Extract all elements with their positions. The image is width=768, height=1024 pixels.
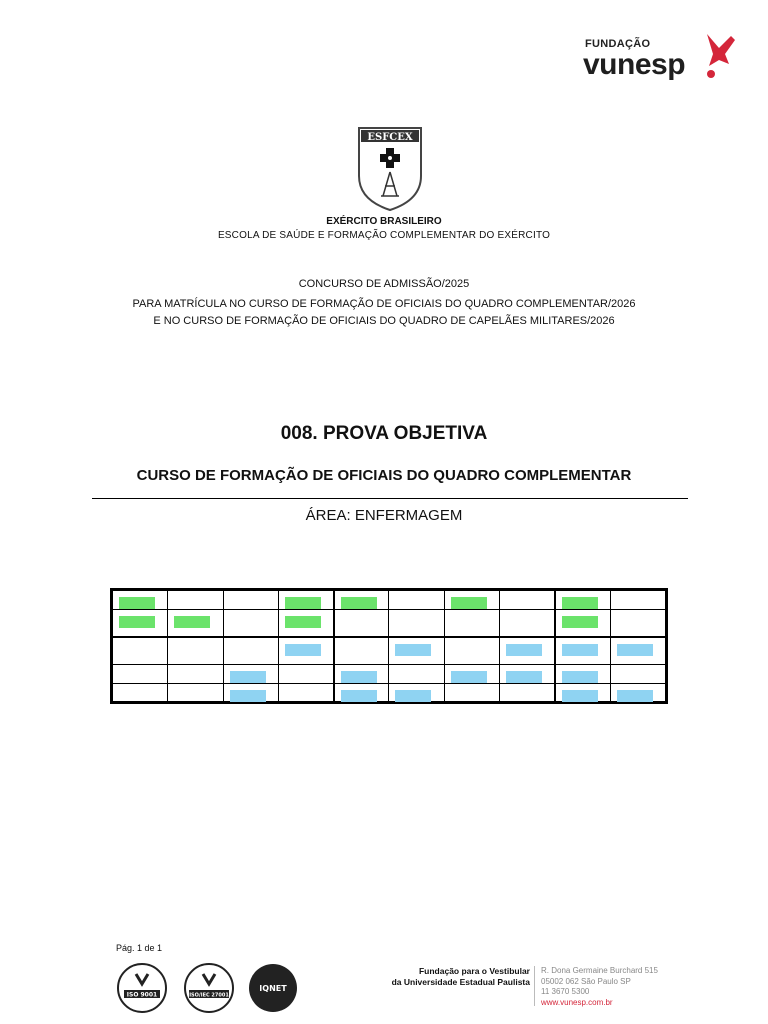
grid-row bbox=[113, 665, 666, 684]
grid-cell bbox=[444, 637, 499, 665]
grid-mark-blue bbox=[230, 690, 266, 702]
grid-cell bbox=[610, 609, 665, 637]
grid-cell bbox=[334, 609, 389, 637]
grid-cell bbox=[278, 665, 333, 684]
grid-cell bbox=[334, 683, 389, 702]
iso-27001-badge-icon bbox=[183, 962, 235, 1014]
footer-address-line-1: R. Dona Germaine Burchard 515 bbox=[541, 966, 658, 975]
grid-mark-blue bbox=[285, 644, 321, 656]
footer-divider bbox=[534, 966, 535, 1006]
footer-org-line-2: da Universidade Estadual Paulista bbox=[391, 977, 530, 987]
page-number: Pág. 1 de 1 bbox=[116, 943, 163, 953]
grid-mark-green bbox=[285, 597, 321, 609]
grid-cell bbox=[610, 665, 665, 684]
exam-line-3: E NO CURSO DE FORMAÇÃO DE OFICIAIS DO QUADRO DE CAPELÃES MILITARES/2026 bbox=[153, 315, 615, 327]
vunesp-logo bbox=[583, 30, 743, 90]
grid-mark-blue bbox=[562, 644, 598, 656]
grid-mark-blue bbox=[506, 671, 542, 683]
grid-row bbox=[113, 591, 666, 610]
footer-address bbox=[541, 966, 658, 1008]
cert-2-label: ISO/IEC 27001 bbox=[189, 992, 229, 999]
iso-9001-badge-icon bbox=[116, 962, 168, 1014]
exam-line-2: PARA MATRÍCULA NO CURSO DE FORMAÇÃO DE OFICIAIS DO QUADRO COMPLEMENTAR/2026 bbox=[132, 298, 636, 310]
grid-mark-green bbox=[119, 616, 155, 628]
grid-cell bbox=[278, 591, 333, 610]
grid-mark-green bbox=[285, 616, 321, 628]
grid-cell bbox=[168, 591, 223, 610]
grid-cell bbox=[168, 665, 223, 684]
grid-mark-blue bbox=[395, 644, 431, 656]
grid-cell bbox=[113, 637, 168, 665]
grid-cell bbox=[555, 665, 610, 684]
grid-cell bbox=[500, 665, 555, 684]
grid-cell bbox=[113, 609, 168, 637]
grid-cell bbox=[113, 591, 168, 610]
logo-small-text: FUNDAÇÃO bbox=[585, 38, 651, 50]
grid-cell bbox=[223, 591, 278, 610]
grid-cell bbox=[389, 683, 444, 702]
grid-cell bbox=[555, 683, 610, 702]
grid-mark-blue bbox=[395, 690, 431, 702]
grid-cell bbox=[500, 637, 555, 665]
grid-cell bbox=[500, 683, 555, 702]
grid-cell bbox=[555, 609, 610, 637]
org-line-1: EXÉRCITO BRASILEIRO bbox=[326, 216, 442, 227]
grid-mark-green bbox=[562, 597, 598, 609]
iqnet-badge-icon bbox=[247, 962, 299, 1014]
footer-address-line-2: 05002 062 São Paulo SP bbox=[541, 976, 631, 986]
grid-mark-blue bbox=[562, 690, 598, 702]
grid-cell bbox=[223, 683, 278, 702]
exam-line-1: CONCURSO DE ADMISSÃO/2025 bbox=[298, 278, 470, 290]
grid-cell bbox=[444, 665, 499, 684]
footer-website-link[interactable]: www.vunesp.com.br bbox=[541, 997, 613, 1007]
esfcex-crest bbox=[357, 126, 423, 212]
grid-cell bbox=[389, 637, 444, 665]
grid-mark-blue bbox=[451, 671, 487, 683]
grid-mark-blue bbox=[506, 644, 542, 656]
grid-cell bbox=[444, 609, 499, 637]
grid-mark-blue bbox=[617, 644, 653, 656]
grid-cell bbox=[223, 609, 278, 637]
grid-row bbox=[113, 683, 666, 702]
grid-cell bbox=[389, 591, 444, 610]
footer-phone: 11 3670 5300 bbox=[541, 987, 590, 996]
grid-cell bbox=[223, 637, 278, 665]
grid-cell bbox=[555, 637, 610, 665]
grid-mark-green bbox=[174, 616, 210, 628]
grid-mark-green bbox=[562, 616, 598, 628]
grid-mark-green bbox=[451, 597, 487, 609]
grid-mark-green bbox=[341, 597, 377, 609]
crest-text: ESFCEX bbox=[367, 132, 413, 143]
vunesp-bird-icon bbox=[701, 30, 741, 82]
grid-cell bbox=[389, 665, 444, 684]
grid-cell bbox=[168, 609, 223, 637]
grid-cell bbox=[444, 683, 499, 702]
answer-grid-table bbox=[112, 590, 666, 702]
logo-big-text: vunesp bbox=[583, 48, 686, 81]
grid-mark-blue bbox=[341, 690, 377, 702]
grid-cell bbox=[113, 683, 168, 702]
grid-cell bbox=[278, 609, 333, 637]
grid-cell bbox=[278, 683, 333, 702]
grid-cell bbox=[223, 665, 278, 684]
grid-cell bbox=[500, 609, 555, 637]
footer-organization bbox=[380, 966, 530, 988]
cert-1-label: ISO 9001 bbox=[126, 991, 158, 999]
grid-mark-blue bbox=[617, 690, 653, 702]
grid-row bbox=[113, 609, 666, 637]
grid-row bbox=[113, 637, 666, 665]
grid-cell bbox=[334, 637, 389, 665]
grid-cell bbox=[610, 683, 665, 702]
grid-cell bbox=[168, 637, 223, 665]
grid-cell bbox=[334, 665, 389, 684]
grid-cell bbox=[113, 665, 168, 684]
grid-mark-green bbox=[119, 597, 155, 609]
grid-cell bbox=[444, 591, 499, 610]
grid-cell bbox=[500, 591, 555, 610]
grid-cell bbox=[389, 609, 444, 637]
grid-cell bbox=[610, 637, 665, 665]
grid-mark-blue bbox=[562, 671, 598, 683]
footer-org-line-1: Fundação para o Vestibular bbox=[418, 966, 530, 976]
cert-3-label: IQNET bbox=[259, 984, 287, 993]
grid-cell bbox=[278, 637, 333, 665]
grid-cell bbox=[555, 591, 610, 610]
grid-mark-blue bbox=[230, 671, 266, 683]
grid-cell bbox=[334, 591, 389, 610]
answer-grid bbox=[110, 588, 668, 704]
course-title: CURSO DE FORMAÇÃO DE OFICIAIS DO QUADRO COMPLEMENTAR bbox=[136, 467, 632, 484]
grid-mark-blue bbox=[341, 671, 377, 683]
org-line-2: ESCOLA DE SAÚDE E FORMAÇÃO COMPLEMENTAR DO EXÉRCITO bbox=[217, 230, 551, 241]
page-title: 008. PROVA OBJETIVA bbox=[280, 423, 488, 444]
grid-cell bbox=[610, 591, 665, 610]
grid-cell bbox=[168, 683, 223, 702]
area-label: ÁREA: ENFERMAGEM bbox=[305, 507, 463, 524]
divider bbox=[92, 498, 688, 499]
